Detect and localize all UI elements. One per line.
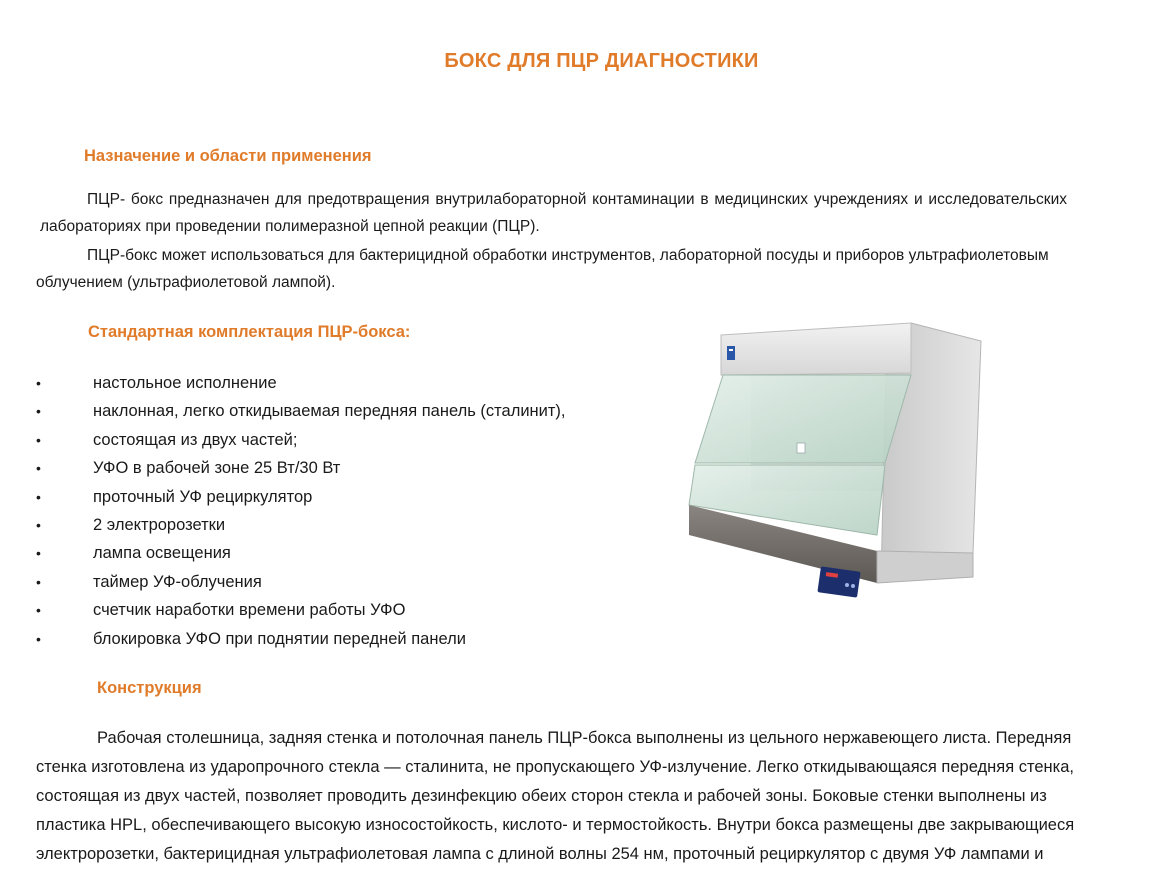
list-item bbox=[36, 369, 566, 397]
list-item-text: состоящая из двух частей; bbox=[93, 430, 298, 449]
bullet-icon: • bbox=[36, 545, 41, 562]
list-item bbox=[36, 539, 566, 567]
section-heading-purpose: Назначение и области применения bbox=[84, 147, 372, 165]
construction-line-1: Рабочая столешница, задняя стенка и потолочная панель ПЦР-бокса выполнены из цельного нержавеющего листа. Передняя bbox=[97, 729, 1072, 747]
construction-line-4: пластика HPL, обеспечивающего высокую износостойкость, кислото- и термостойкость. Внутри бокса размещены две закрывающиеся bbox=[36, 816, 1075, 834]
list-item bbox=[36, 568, 566, 596]
list-item-text: лампа освещения bbox=[93, 544, 231, 563]
pcr-box-image bbox=[681, 313, 991, 623]
list-item-text: таймер УФ-облучения bbox=[93, 572, 262, 591]
construction-line-5: электророзетки, бактерицидная ультрафиолетовая лампа с длиной волны 254 нм, проточный рециркулятор с двумя УФ лампами и bbox=[36, 845, 1044, 863]
pcr-box-cabinet-icon bbox=[681, 313, 991, 623]
purpose-paragraph-1-line-2: лабораториях при проведении полимеразной цепной реакции (ПЦР). bbox=[40, 218, 540, 235]
bullet-icon: • bbox=[36, 516, 41, 533]
list-item-text: 2 электророзетки bbox=[93, 515, 226, 534]
list-item bbox=[36, 397, 566, 425]
list-item-text: УФО в рабочей зоне 25 Вт/30 Вт bbox=[93, 459, 341, 478]
bullet-icon: • bbox=[36, 460, 41, 477]
purpose-paragraph-2-line-1: ПЦР-бокс может использоваться для бактерицидной обработки инструментов, лабораторной посуды и приборов ультрафиолетовым bbox=[87, 247, 1049, 264]
page-title: БОКС ДЛЯ ПЦР ДИАГНОСТИКИ bbox=[444, 50, 759, 72]
bullet-icon: • bbox=[36, 403, 41, 420]
bullet-icon: • bbox=[36, 431, 41, 448]
bullet-icon: • bbox=[36, 602, 41, 619]
list-item bbox=[36, 426, 566, 454]
list-item-text: проточный УФ рециркулятор bbox=[93, 487, 313, 506]
kit-list bbox=[36, 369, 566, 653]
list-item bbox=[36, 454, 566, 482]
list-item bbox=[36, 483, 566, 511]
list-item-text: счетчик наработки времени работы УФО bbox=[93, 601, 406, 620]
section-heading-construction: Конструкция bbox=[97, 679, 202, 697]
construction-line-2: стенка изготовлена из ударопрочного стекла — сталинита, не пропускающего УФ-излучение. Легко откидывающаяся передняя стенка, bbox=[36, 758, 1074, 776]
construction-line-3: состоящая из двух частей, позволяет проводить дезинфекцию обеих сторон стекла и рабочей зоны. Боковые стенки выполнены из bbox=[36, 787, 1047, 805]
purpose-paragraph-1-line-1: ПЦР- бокс предназначен для предотвращения внутрилабораторной контаминации в медицинских учреждениях и исследовательских bbox=[87, 191, 1067, 208]
bullet-icon: • bbox=[36, 375, 41, 391]
list-item bbox=[36, 625, 566, 653]
list-item-text: блокировка УФО при поднятии передней панели bbox=[93, 629, 466, 648]
list-item-text: наклонная, легко откидываемая передняя панель (сталинит), bbox=[93, 402, 566, 421]
construction-paragraph bbox=[36, 724, 1136, 869]
bullet-icon: • bbox=[36, 630, 41, 647]
purpose-paragraph-2-line-2: облучением (ультрафиолетовой лампой). bbox=[36, 274, 336, 291]
section-heading-kit: Стандартная комплектация ПЦР-бокса: bbox=[88, 323, 411, 341]
list-item bbox=[36, 596, 566, 624]
bullet-icon: • bbox=[36, 573, 41, 590]
list-item-text: настольное исполнение bbox=[93, 374, 277, 392]
bullet-icon: • bbox=[36, 488, 41, 505]
list-item bbox=[36, 511, 566, 539]
